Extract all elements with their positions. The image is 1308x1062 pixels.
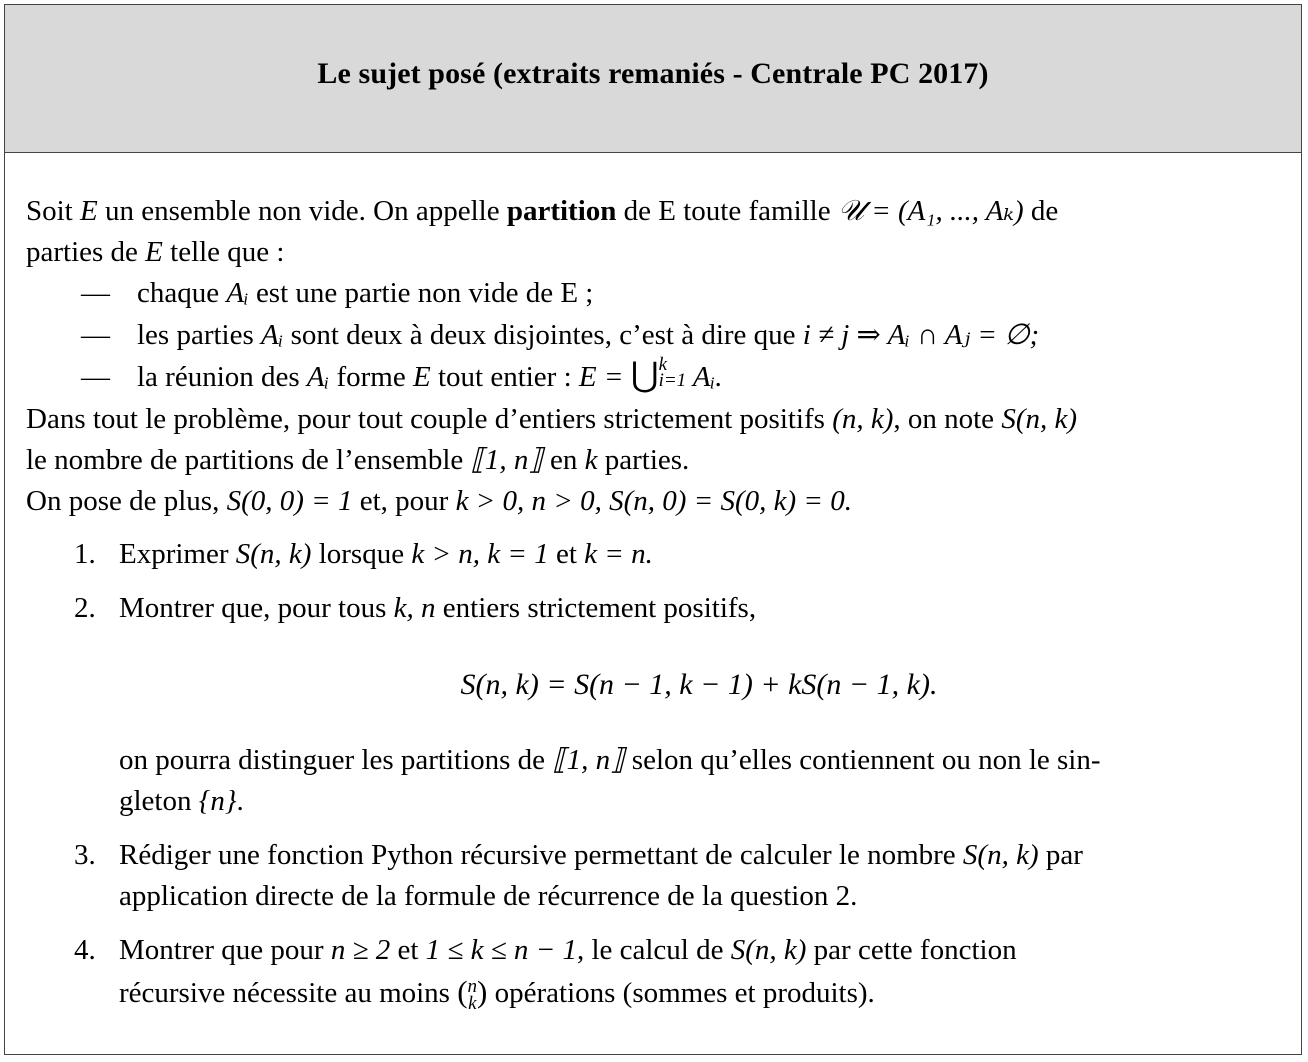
hint-line-2	[119, 781, 1279, 822]
text: on pourra distinguer les partitions de	[119, 744, 553, 776]
math-union-rhs: Aᵢ.	[686, 361, 723, 393]
problem-title: Le sujet posé (extraits remaniés - Centrale PC 2017)	[317, 56, 989, 90]
text: la réunion des	[137, 361, 307, 393]
math: 1 ≤ k ≤ n − 1	[425, 934, 577, 966]
union-lower: i=1	[658, 370, 687, 392]
binom-top: n	[467, 976, 478, 998]
questions-list	[26, 534, 1279, 1014]
condition-item	[81, 354, 1279, 399]
math: k > n, k = 1	[411, 538, 549, 570]
text: , le calcul de	[576, 934, 731, 966]
text: est une partie non vide de E ;	[248, 277, 594, 309]
question-2	[26, 588, 1279, 822]
condition-item	[81, 315, 1279, 357]
question-number: 1.	[74, 538, 96, 570]
text: parties.	[597, 444, 690, 476]
text: parties de	[26, 236, 146, 268]
math-Snk: S(n, k)	[1001, 403, 1077, 435]
math-Ai: Aᵢ	[261, 319, 284, 351]
condition-item	[81, 273, 1279, 315]
question-number: 4.	[74, 934, 96, 966]
text: Dans tout le problème, pour tout couple d’entiers strictement positifs	[26, 403, 833, 435]
math-union-lhs: E =	[578, 361, 631, 393]
text: opérations (sommes et produits).	[487, 977, 875, 1009]
text: de E toute famille	[616, 195, 838, 227]
text: Rédiger une fonction Python récursive permettant de calculer le nombre	[119, 839, 963, 871]
dash-bullet: —	[81, 277, 110, 309]
binomial: (	[457, 974, 468, 1009]
binomial-close: )	[477, 974, 488, 1009]
definition-line-3	[26, 481, 1279, 522]
text: application directe de la formule de récurrence de la question 2.	[119, 880, 858, 912]
intro-line-1	[26, 191, 1279, 232]
problem-box	[4, 4, 1302, 1055]
intro-line-2	[26, 232, 1279, 273]
math-S00: S(0, 0) = 1	[226, 485, 353, 517]
text: lorsque	[311, 538, 412, 570]
question-number: 2.	[74, 592, 96, 624]
math: k, n	[393, 592, 436, 624]
binom-bottom: k	[468, 993, 477, 1015]
math: S(n, k)	[235, 538, 312, 570]
dash-bullet: —	[81, 319, 110, 351]
text: .	[236, 785, 244, 817]
math-singleton: {n}	[198, 785, 237, 817]
text: Exprimer	[119, 538, 236, 570]
text: Montrer que pour	[119, 934, 331, 966]
text: récursive nécessite au moins	[119, 977, 458, 1009]
text: selon qu’elles contiennent ou non le sin-	[624, 744, 1101, 776]
text: de	[1023, 195, 1059, 227]
definition-line-2	[26, 440, 1279, 481]
math-boundary: k > 0, n > 0, S(n, 0) = S(0, k) = 0.	[455, 485, 852, 517]
math: k = n.	[584, 538, 653, 570]
question-3	[26, 835, 1279, 917]
union-upper: k	[658, 354, 668, 376]
question-1	[26, 534, 1279, 575]
text: le nombre de partitions de l’ensemble	[26, 444, 471, 476]
math-Ai: Aᵢ	[226, 277, 249, 309]
text: forme	[329, 361, 413, 393]
text: chaque	[137, 277, 227, 309]
question-4	[26, 930, 1279, 1014]
math: S(n, k)	[730, 934, 807, 966]
text: entiers strictement positifs,	[435, 592, 757, 624]
text: tout entier :	[430, 361, 579, 393]
math-Ai: Aᵢ	[306, 361, 330, 393]
problem-content	[5, 153, 1301, 1014]
text: par cette fonction	[806, 934, 1017, 966]
text: et, pour	[352, 485, 456, 517]
text: telle que :	[162, 236, 285, 268]
math-E: E	[412, 361, 431, 393]
binomial-stack	[467, 976, 478, 1015]
text: par	[1038, 839, 1083, 871]
math-interval: ⟦1, n⟧	[552, 744, 625, 776]
text: Soit	[26, 195, 80, 227]
math-nk: (n, k)	[832, 403, 894, 435]
hint-line-1	[119, 740, 1279, 781]
text: On pose de plus,	[26, 485, 227, 517]
math-family: 𝒰 = (A₁, ..., Aₖ)	[837, 195, 1024, 227]
definition-line-1	[26, 399, 1279, 440]
text: Montrer que, pour tous	[119, 592, 394, 624]
math-E: E	[145, 236, 163, 268]
math-E: E	[80, 195, 98, 227]
math: S(n, k)	[962, 839, 1039, 871]
math: n ≥ 2	[330, 934, 391, 966]
text: , on note	[893, 403, 1002, 435]
dash-bullet: —	[81, 361, 110, 393]
text: les parties	[137, 319, 262, 351]
text: et	[390, 934, 426, 966]
recurrence-formula: S(n, k) = S(n − 1, k − 1) + kS(n − 1, k).	[460, 668, 938, 701]
term-partition: partition	[506, 195, 617, 227]
text: en	[542, 444, 585, 476]
text: gleton	[119, 785, 199, 817]
math-interval: ⟦1, n⟧	[470, 444, 543, 476]
math-disjoint: i ≠ j ⇒ Aᵢ ∩ Aⱼ = ∅;	[802, 319, 1040, 351]
question-number: 3.	[74, 839, 96, 871]
bigcup-symbol: ⋃	[630, 357, 659, 394]
text: sont deux à deux disjointes, c’est à dire que	[283, 319, 803, 351]
header-banner	[5, 5, 1301, 153]
text: un ensemble non vide. On appelle	[97, 195, 507, 227]
text: et	[548, 538, 585, 570]
math-k: k	[584, 444, 598, 476]
conditions-list	[26, 273, 1279, 399]
union-limits	[658, 354, 687, 392]
